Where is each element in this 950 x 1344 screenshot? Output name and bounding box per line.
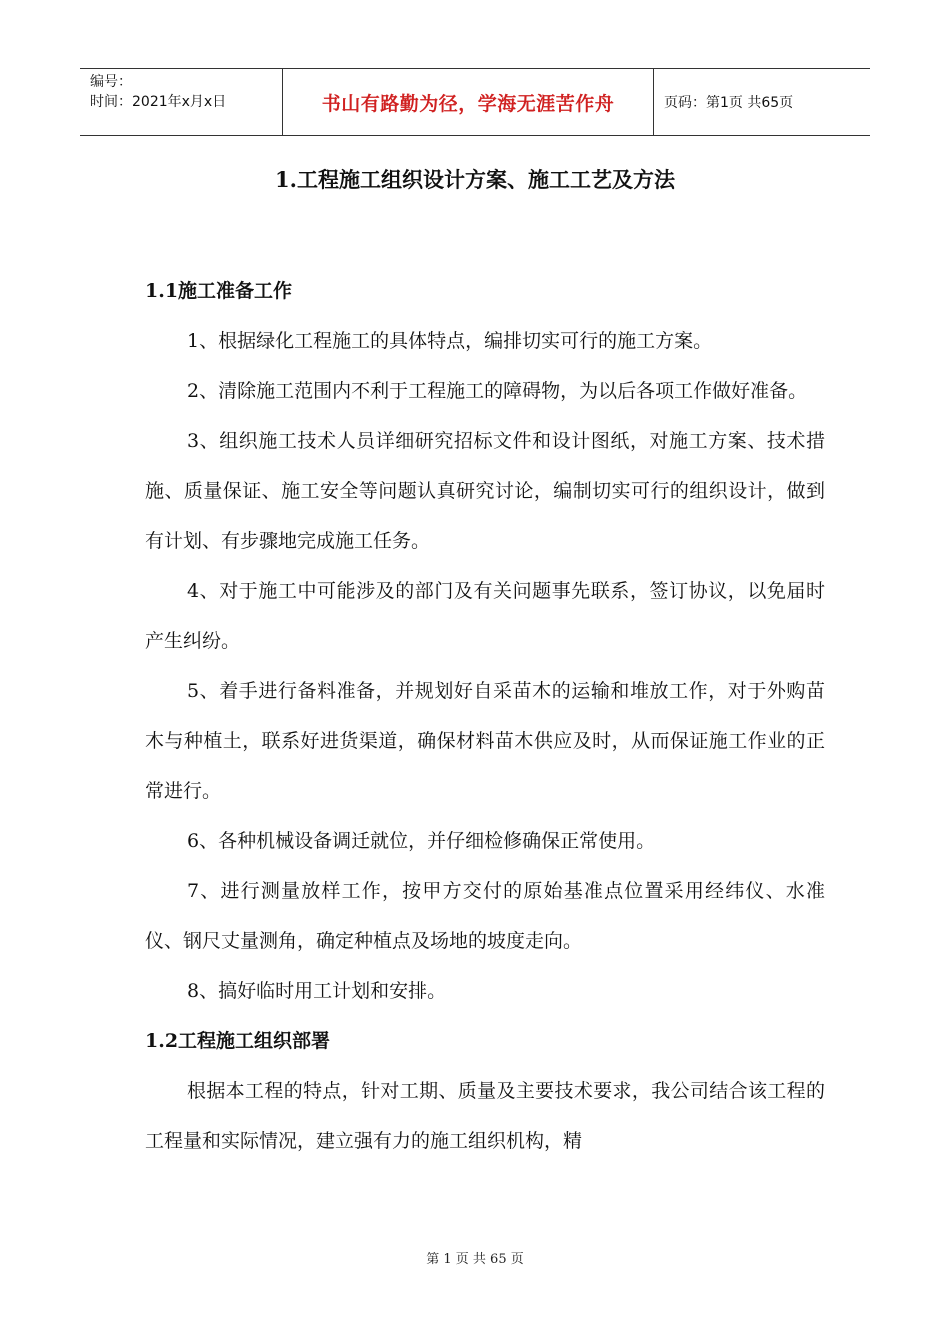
paragraph: 4、对于施工中可能涉及的部门及有关问题事先联系，签订协议，以免届时产生纠纷。	[145, 580, 825, 652]
paragraph: 1、根据绿化工程施工的具体特点，编排切实可行的施工方案。	[187, 330, 713, 352]
section-heading: 1.1施工准备工作	[145, 280, 293, 302]
paragraph: 8、搞好临时用工计划和安排。	[187, 980, 447, 1002]
page-footer: 第 1 页 共 65 页	[426, 1252, 524, 1267]
paragraph: 6、各种机械设备调迁就位，并仔细检修确保正常使用。	[187, 830, 656, 852]
document-header	[80, 68, 870, 136]
header-motto-cell	[282, 69, 654, 135]
document-title: 1.工程施工组织设计方案、施工工艺及方法	[275, 167, 675, 192]
paragraph: 2、清除施工范围内不利于工程施工的障碍物，为以后各项工作做好准备。	[187, 380, 808, 402]
document-body	[145, 266, 825, 1166]
page-info: 页码：第1页 共65页	[664, 95, 794, 111]
time-label: 时间：2021年x月x日	[90, 94, 227, 110]
header-page-cell	[654, 69, 870, 135]
header-meta	[80, 69, 282, 135]
motto-text: 书山有路勤为径，学海无涯苦作舟	[321, 92, 615, 115]
code-label: 编号：	[90, 74, 132, 90]
paragraph: 7、进行测量放样工作，按甲方交付的原始基准点位置采用经纬仪、水准仪、钢尺丈量测角，确定种植点及场地的坡度走向。	[145, 880, 825, 952]
section-heading: 1.2工程施工组织部署	[145, 1030, 331, 1052]
paragraph: 根据本工程的特点，针对工期、质量及主要技术要求，我公司结合该工程的工程量和实际情况，建立强有力的施工组织机构，精	[145, 1080, 825, 1152]
paragraph: 3、组织施工技术人员详细研究招标文件和设计图纸，对施工方案、技术措施、质量保证、施工安全等问题认真研究讨论，编制切实可行的组织设计，做到有计划、有步骤地完成施工任务。	[145, 430, 825, 552]
paragraph: 5、着手进行备料准备，并规划好自采苗木的运输和堆放工作，对于外购苗木与种植土，联系好进货渠道，确保材料苗木供应及时，从而保证施工作业的正常进行。	[145, 680, 825, 802]
